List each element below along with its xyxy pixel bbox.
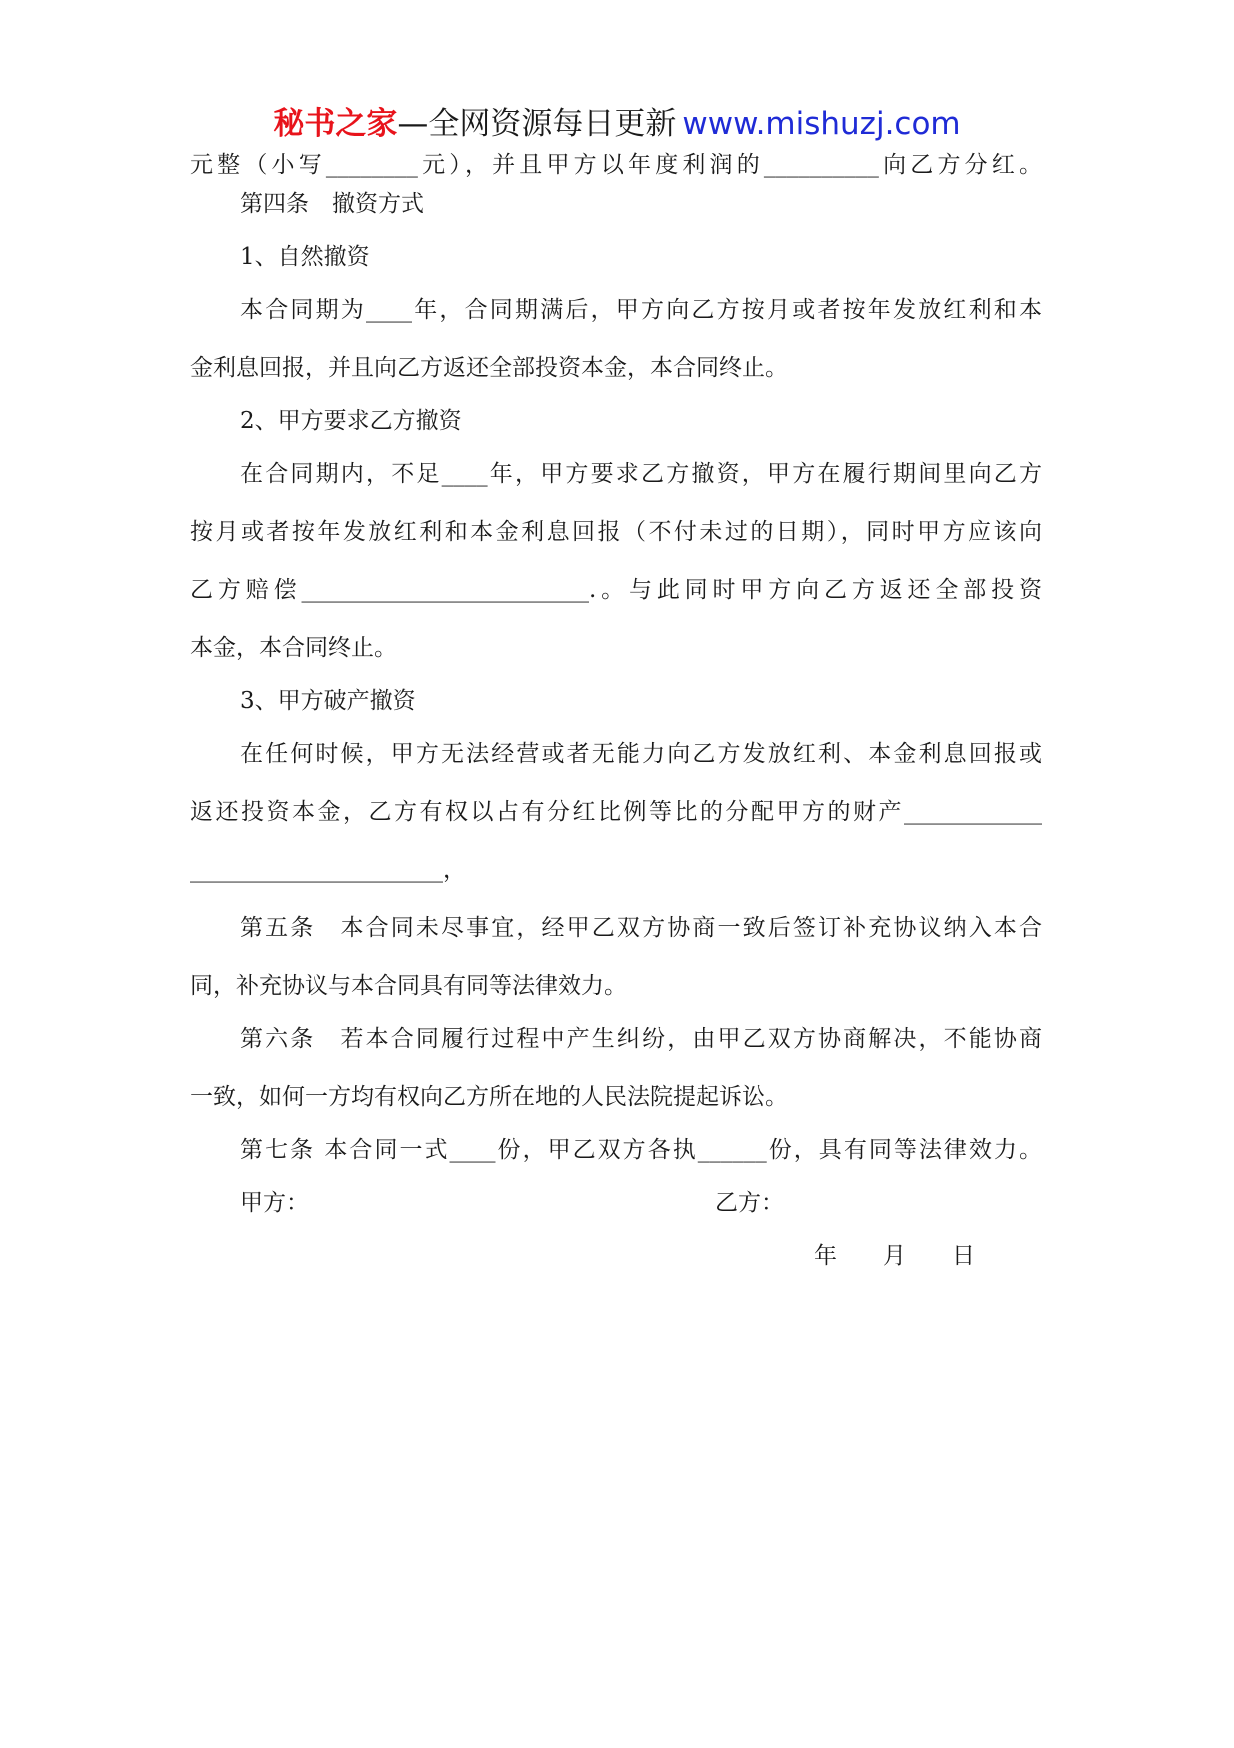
article-heading: 第四条 撤资方式 — [240, 191, 424, 217]
paragraph-line: 第六条 若本合同履行过程中产生纠纷，由甲乙双方协商解决，不能协商 — [240, 1026, 1042, 1052]
paragraph-line: 元整（小写________元），并且甲方以年度利润的__________向乙方分红。 — [190, 152, 1042, 178]
paragraph-line: 第五条 本合同未尽事宜，经甲乙双方协商一致后签订补充协议纳入本合 — [240, 915, 1042, 941]
paragraph-line: 同，补充协议与本合同具有同等法律效力。 — [190, 973, 627, 999]
section-heading: 3、甲方破产撤资 — [240, 688, 416, 714]
header-brand: 秘书之家 — [273, 106, 398, 142]
section-heading: 1、自然撤资 — [240, 244, 370, 270]
party-b-label: 乙方： — [715, 1190, 784, 1216]
party-a-label: 甲方： — [240, 1190, 309, 1216]
site-header — [0, 104, 1234, 144]
paragraph-line: 一致，如何一方均有权向乙方所在地的人民法院提起诉讼。 — [190, 1084, 788, 1110]
paragraph-line: ______________________， — [190, 857, 466, 883]
section-heading: 2、甲方要求乙方撤资 — [240, 408, 462, 434]
paragraph-line: 在合同期内，不足____年，甲方要求乙方撤资，甲方在履行期间里向乙方 — [240, 461, 1042, 487]
paragraph-line: 金利息回报，并且向乙方返还全部投资本金，本合同终止。 — [190, 355, 788, 381]
header-tagline: —全网资源每日更新 — [397, 106, 677, 142]
paragraph-line: 本合同期为____年，合同期满后，甲方向乙方按月或者按年发放红利和本 — [240, 297, 1042, 323]
header-url-link[interactable]: www.mishuzj.com — [682, 106, 961, 142]
paragraph-line: 按月或者按年发放红利和本金利息回报（不付未过的日期），同时甲方应该向 — [190, 519, 1042, 545]
paragraph-line: 返还投资本金，乙方有权以占有分红比例等比的分配甲方的财产____________ — [190, 799, 1042, 825]
paragraph-line: 在任何时候，甲方无法经营或者无能力向乙方发放红利、本金利息回报或 — [240, 741, 1042, 767]
date-line: 年 月 日 — [814, 1243, 975, 1269]
paragraph-line: 第七条 本合同一式____份，甲乙双方各执______份，具有同等法律效力。 — [240, 1137, 1042, 1163]
paragraph-line: 本金，本合同终止。 — [190, 635, 397, 661]
paragraph-line: 乙方赔偿_________________________.。与此同时甲方向乙方返还全部投资 — [190, 577, 1042, 603]
